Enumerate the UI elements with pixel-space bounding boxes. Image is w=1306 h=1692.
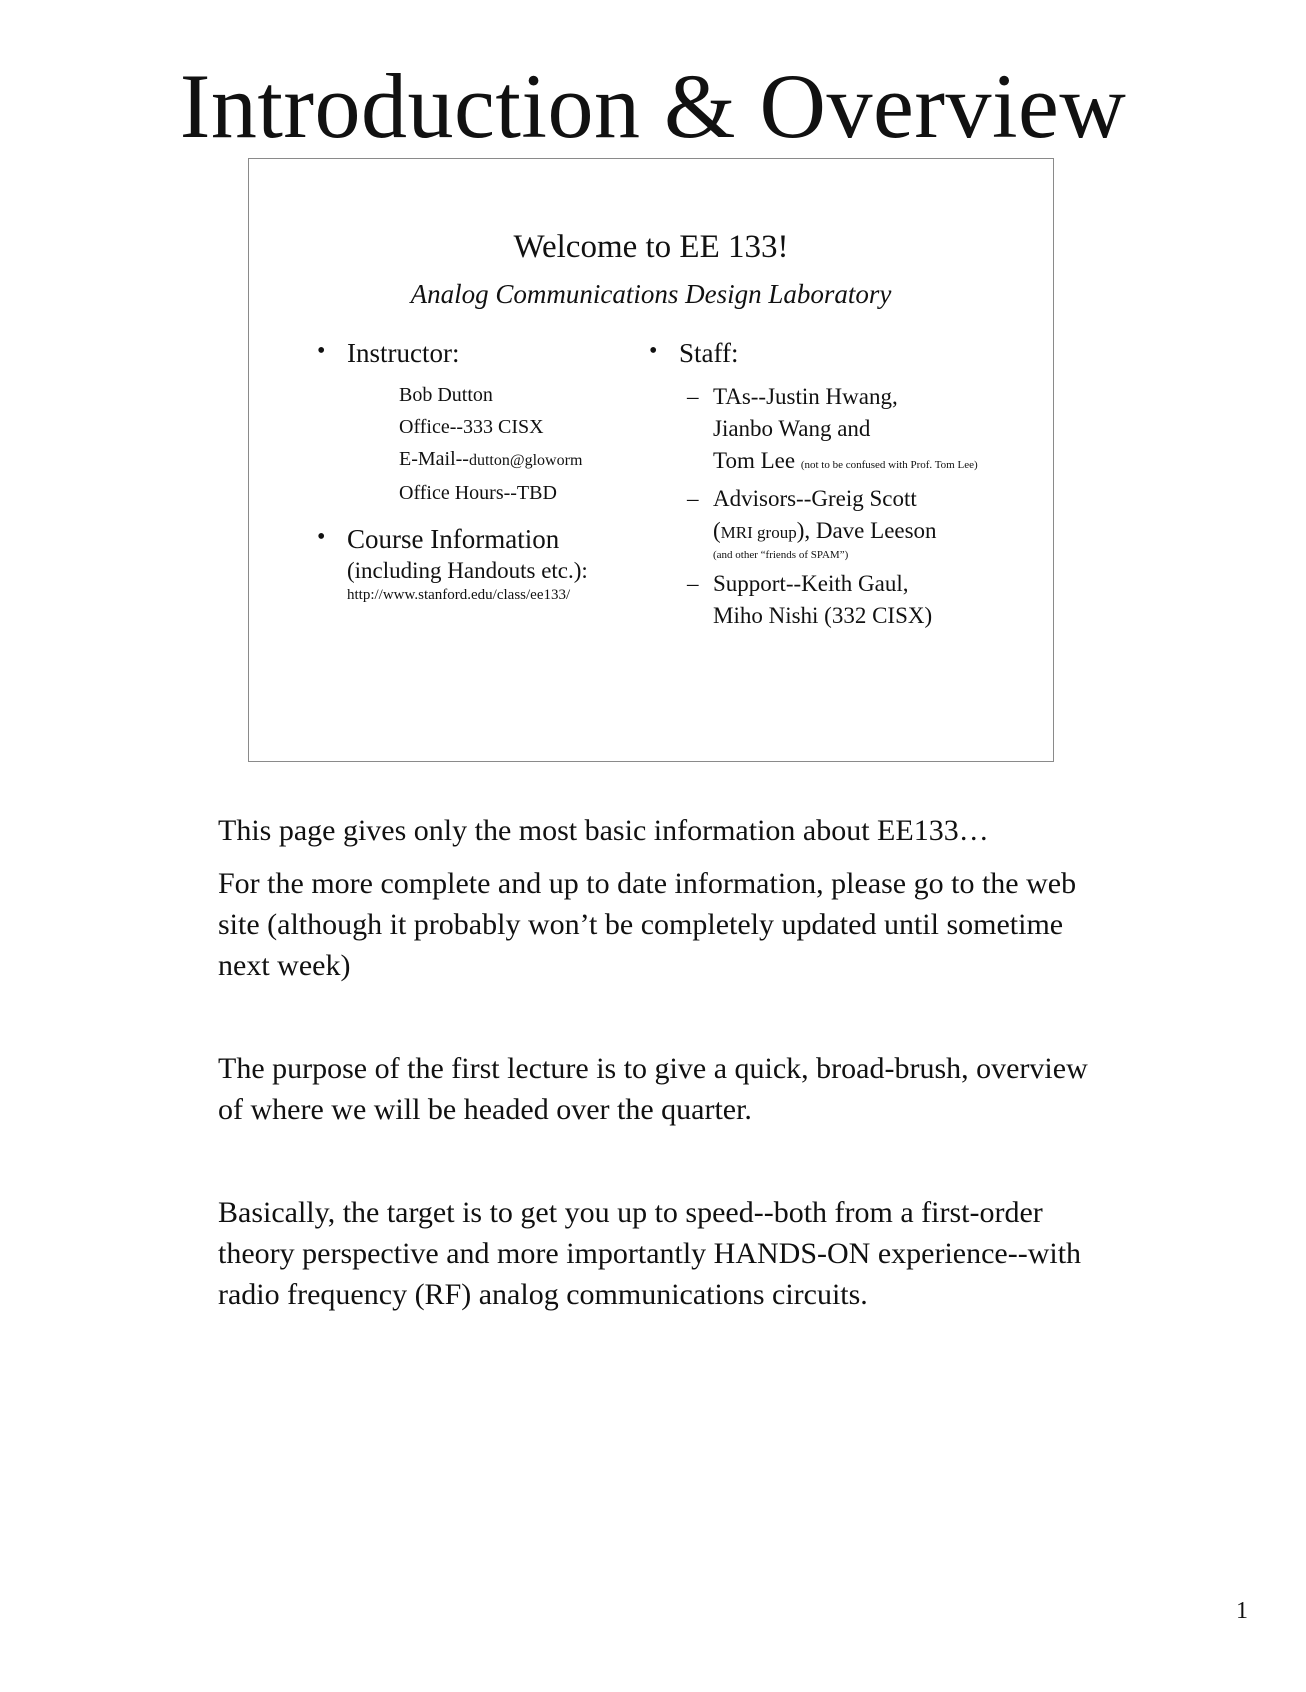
bullet-icon: • <box>317 524 326 551</box>
slide-right-column <box>649 337 1029 638</box>
instructor-email: dutton@gloworm <box>468 452 583 470</box>
course-url: http://www.stanford.edu/class/ee133/ <box>347 586 571 603</box>
dash-icon: – <box>687 384 699 410</box>
slide-subtitle: Analog Communications Design Laboratory <box>410 279 892 309</box>
tas-name-3: Tom Lee <box>713 448 796 474</box>
paragraph-3: The purpose of the first lecture is to give a quick, broad-brush, overview of where we will be headed over the quarter. <box>218 1052 1088 1126</box>
support-line-2: Miho Nishi (332 CISX) <box>713 603 933 629</box>
instructor-heading: Instructor: <box>347 338 460 368</box>
page-title: Introduction & Overview <box>179 55 1127 157</box>
instructor-hours: Office Hours--TBD <box>399 482 557 505</box>
instructor-info <box>317 379 637 509</box>
staff-item-tas <box>687 381 1029 477</box>
bullet-icon: • <box>317 338 326 364</box>
advisors-rest: ), Dave Leeson <box>796 518 937 544</box>
staff-item-advisors <box>687 483 1029 562</box>
support-line-1: Support--Keith Gaul, <box>713 571 909 597</box>
advisors-group: MRI group <box>720 523 797 543</box>
instructor-email-label: E-Mail-- <box>399 448 469 471</box>
page-number: 1 <box>1236 1598 1248 1624</box>
course-info-bullet <box>317 523 637 555</box>
instructor-office: Office--333 CISX <box>399 416 544 439</box>
paragraph-1: This page gives only the most basic information about EE133… <box>218 814 989 847</box>
tas-line-3 <box>713 445 1029 477</box>
paragraph-4: Basically, the target is to get you up to speed--both from a first-order theory perspective and more importantly HANDS-ON experience--with radio frequency (RF) analog communications circuits. <box>218 1196 1082 1311</box>
paragraph-2: For the more complete and up to date information, please go to the web site (although it probably won’t be completely updated until sometime next week) <box>218 867 1077 982</box>
tas-note: (not to be confused with Prof. Tom Lee) <box>800 459 978 472</box>
course-info-sub: (including Handouts etc.): <box>347 557 588 583</box>
dash-icon: – <box>687 486 699 512</box>
advisors-paren-open: ( <box>713 518 721 544</box>
staff-list <box>649 381 1029 632</box>
staff-bullet <box>649 337 1029 369</box>
advisors-note: (and other “friends of SPAM”) <box>713 549 849 562</box>
bullet-icon: • <box>649 338 658 364</box>
advisors-line-1: Advisors--Greig Scott <box>713 486 917 512</box>
instructor-name: Bob Dutton <box>399 384 493 407</box>
body-text <box>218 810 1098 1315</box>
advisors-line-2 <box>713 515 1029 549</box>
tas-line-1: TAs--Justin Hwang, <box>713 384 898 410</box>
staff-item-support <box>687 568 1029 632</box>
slide-left-column <box>317 337 637 604</box>
course-info-heading: Course Information <box>347 524 560 555</box>
instructor-email-line <box>399 443 637 477</box>
dash-icon: – <box>687 571 699 597</box>
staff-heading: Staff: <box>679 338 739 368</box>
slide-title: Welcome to EE 133! <box>513 229 789 265</box>
tas-line-2: Jianbo Wang and <box>713 416 871 442</box>
slide-thumbnail <box>248 158 1054 762</box>
instructor-bullet <box>317 337 637 369</box>
